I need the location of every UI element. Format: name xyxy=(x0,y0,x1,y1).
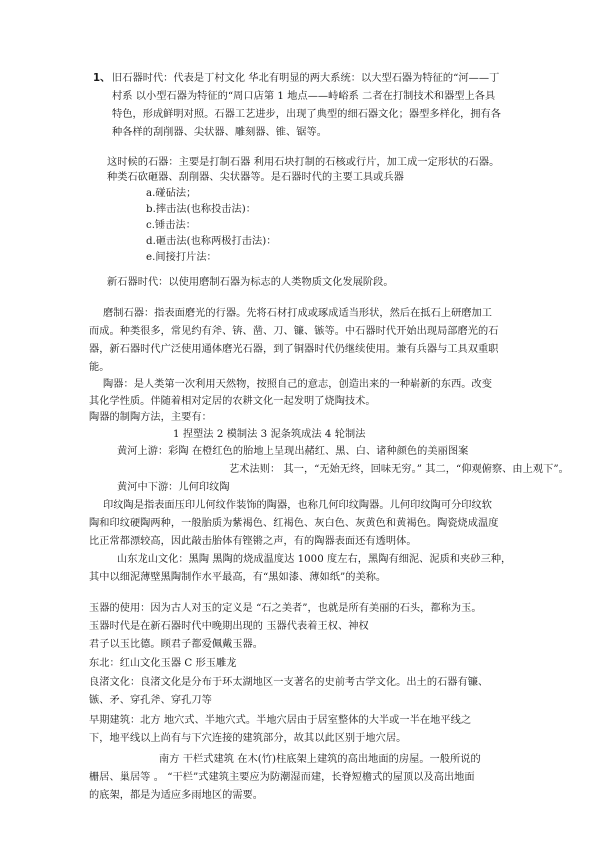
text-line: 早期建筑：北方 地穴式、半地穴式。半地穴居由于居室整体的大半或一半在地平线之 xyxy=(89,715,472,726)
text-line: 下，地平线以上尚有与下穴连接的建筑部分，故其以此区别于地穴居。 xyxy=(89,733,407,744)
pottery-methods-list: 1 捏塑法 2 模制法 3 泥条筑成法 4 轮制法 xyxy=(173,429,366,440)
list-item: e.间接打片法： xyxy=(146,252,217,263)
text-line: 的底架，都是为适应多雨地区的需要。 xyxy=(89,790,264,801)
text-line: 良渚文化：良渚文化是分布于环太湖地区一支著名的史前考古学文化。出土的石器有镰、 xyxy=(89,677,489,688)
text-line: 特色，形成鲜明对照。石器工艺进步，出现了典型的细石器文化；器型多样化，拥有各 xyxy=(112,109,502,120)
text-line: 这时候的石器：主要是打制石器 利用石块打制的石核或行片，加工成一定形状的石器。 xyxy=(107,157,500,168)
text-line: 器，新石器时代广泛使用通体磨光石器，到了铜器时代仍继续使用。兼有兵器与工具双重职 xyxy=(89,344,499,355)
text-line: 陶和印纹硬陶两种，一般胎质为紫褐色、红褐色、灰白色、灰黄色和黄褐色。陶瓷烧成温度 xyxy=(89,518,499,529)
text-line: 山东龙山文化：黑陶 黑陶的烧成温度达 1000 度左右，黑陶有细泥、泥质和夹砂三种， xyxy=(117,554,512,565)
list-item: a.碰砧法； xyxy=(146,188,197,199)
text-line: 村系 以小型石器为特征的“周口店第 1 地点——峙峪系 二者在打制技术和器型上各具 xyxy=(112,91,496,102)
text-line: 能。 xyxy=(89,362,110,373)
south-ganlan: 南方 干栏式建筑 在木(竹)柱底架上建筑的高出地面的房屋。一般所说的 xyxy=(159,754,481,765)
text-line: 玉器的使用：因为古人对玉的定义是 “石之美者”，也就是所有美丽的石头，都称为玉。 xyxy=(89,603,482,614)
neolithic-definition: 新石器时代：以使用磨制石器为标志的人类物质文化发展阶段。 xyxy=(107,277,394,288)
northeast-hongshan: 东北：红山文化玉器 C 形玉雕龙 xyxy=(89,658,237,669)
list-item: d.砸击法(也称两极打击法)： xyxy=(146,236,277,247)
text-line: 镞、矛、穿孔斧、穿孔刀等 xyxy=(89,695,212,706)
text-line: 磨制石器：指表面磨光的行器。先将石材打成或琢成适当形状，然后在抵石上研磨加工 xyxy=(103,308,493,319)
text-line: 其化学性质。伴随着相对定居的农耕文化一起发明了烧陶技术。 xyxy=(89,396,376,407)
text-line: 栅居、巢居等 。 “干栏”式建筑主要应为防潮湿而建，长脊短檐式的屋顶以及高出地面 xyxy=(89,772,475,783)
text-line: 玉器时代是在新石器时代中晚期出现的 玉器代表着王权、神权 xyxy=(89,621,369,632)
text-line: 君子以玉比德。顾君子都爱佩戴玉器。 xyxy=(89,639,264,650)
art-rules: 艺术法则： 其一，“无始无终，回味无穷。” 其二，“仰观俯察、由上观下”。 xyxy=(229,464,569,475)
text-line: 陶器：是人类第一次利用天然物，按照自己的意志，创造出来的一种崭新的东西。改变 xyxy=(103,379,493,390)
text-line: 而成。种类很多，常见约有斧、锛、凿、刀、镰、镞等。中石器时代开始出现局部磨光的石 xyxy=(89,326,499,337)
text-line: 种各样的刮削器、尖状器、雕刻器、锥、锯等。 xyxy=(112,127,327,138)
yellow-river-middle: 黄河中下游：儿何印纹陶 xyxy=(117,482,230,493)
text-line: 其中以细泥薄壁黑陶制作水平最高，有“黑如漆、薄如纸”的美称。 xyxy=(89,572,387,583)
text-line: 印纹陶是指表面压印儿何纹作装饰的陶器，也称几何印纹陶器。儿何印纹陶可分印纹软 xyxy=(103,500,493,511)
list-item: b.摔击法(也称投击法)： xyxy=(146,204,257,215)
paragraph-number: 1、 xyxy=(93,73,111,84)
text-line: 比正常都漂较高，因此敲击胎体有铿锵之声，有的陶器表面还有透明体。 xyxy=(89,536,417,547)
list-item: c.锤击法： xyxy=(146,220,196,231)
yellow-river-upper: 黄河上游：彩陶 在橙红色的胎地上呈现出赭红、黑、白、诸种颜色的美丽图案 xyxy=(117,446,469,457)
text-line: 种类石砍砸器、刮削器、尖状器等。是石器时代的主要工具或兵器 xyxy=(107,172,404,183)
pottery-methods-title: 陶器的制陶方法，主要有： xyxy=(89,412,212,423)
text-line: 旧石器时代：代表是丁村文化 华北有明显的两大系统：以大型石器为特征的“河——丁 xyxy=(112,73,500,84)
